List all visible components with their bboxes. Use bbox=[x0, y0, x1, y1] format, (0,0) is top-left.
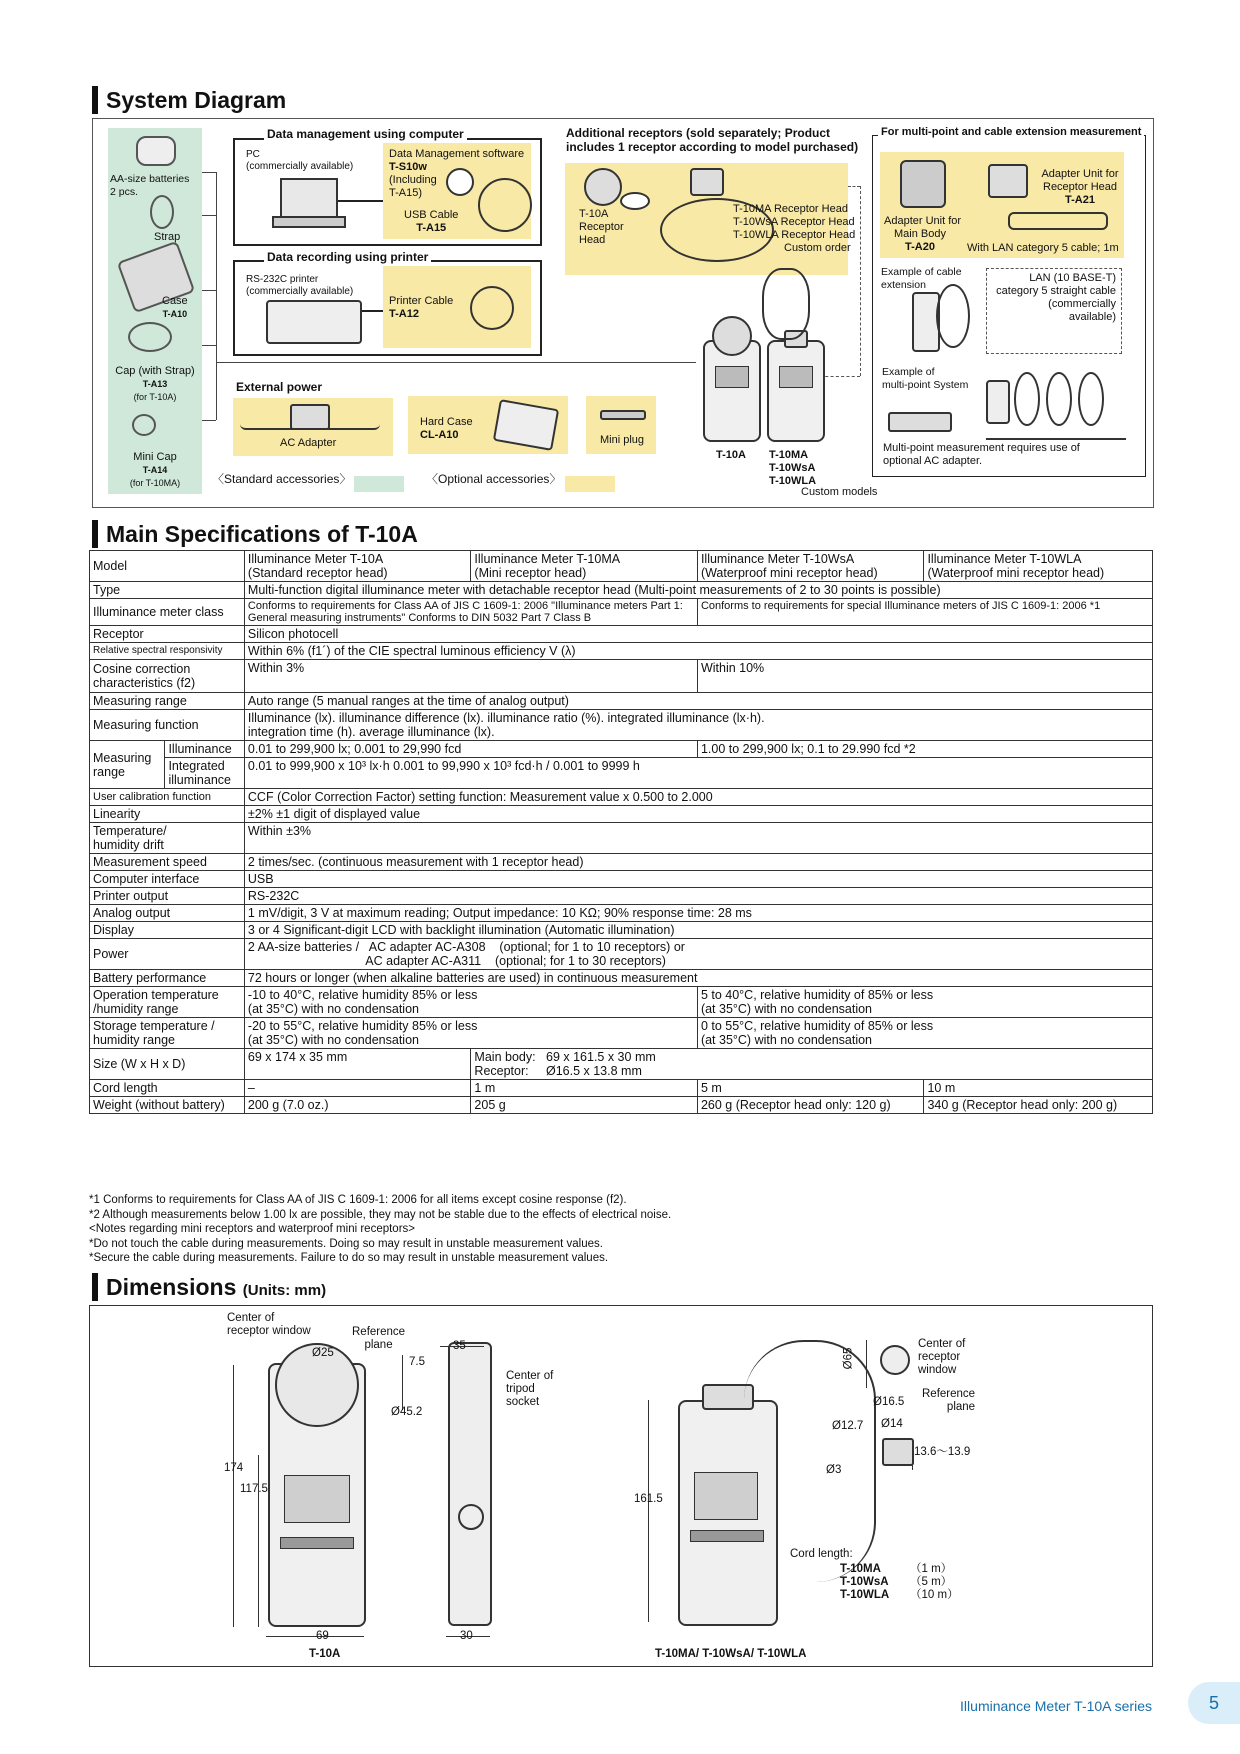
system-diagram-title: System Diagram bbox=[92, 86, 286, 114]
row-value: -10 to 40°C, relative humidity 85% or less (at 35°C) with no condensation bbox=[244, 987, 697, 1018]
specifications-title: Main Specifications of T-10A bbox=[92, 520, 418, 548]
row-label: User calibration function bbox=[90, 789, 245, 806]
row-label: Power bbox=[90, 939, 245, 970]
note-line: <Notes regarding mini receptors and waterproof mini receptors> bbox=[89, 1223, 415, 1235]
table-row bbox=[90, 710, 1153, 741]
row-label: Measuring range bbox=[90, 693, 245, 710]
row-value: 200 g (7.0 oz.) bbox=[244, 1097, 471, 1114]
printer-cable-icon bbox=[470, 286, 514, 330]
row-label: Cosine correction characteristics (f2) bbox=[90, 660, 245, 693]
mini-cap-label: Mini Cap T-A14 (for T-10MA) bbox=[129, 451, 181, 488]
row-label: Receptor bbox=[90, 626, 245, 643]
strap-label: Strap bbox=[154, 231, 181, 243]
adapter-body-icon bbox=[900, 160, 946, 208]
printer-label: RS-232C printer (commercially available) bbox=[246, 274, 354, 297]
table-row bbox=[90, 854, 1153, 871]
row-value: Within 10% bbox=[697, 660, 1152, 693]
table-row bbox=[90, 905, 1153, 922]
table-row bbox=[90, 741, 1153, 758]
row-label: Size (W x H x D) bbox=[90, 1049, 245, 1080]
table-row bbox=[90, 599, 1153, 626]
connector-line bbox=[202, 345, 216, 346]
strap-icon bbox=[150, 195, 174, 229]
table-row bbox=[90, 582, 1153, 599]
row-value: Auto range (5 manual ranges at the time of analog output) bbox=[244, 693, 1152, 710]
row-label: Measuring range bbox=[90, 741, 165, 789]
legend-optional-swatch bbox=[565, 476, 615, 492]
table-row bbox=[90, 806, 1153, 823]
dimension-line bbox=[912, 1448, 913, 1470]
specifications-table bbox=[89, 550, 1153, 1114]
row-value: 205 g bbox=[471, 1097, 698, 1114]
row-label: Temperature/ humidity drift bbox=[90, 823, 245, 854]
dashed-connector bbox=[860, 186, 861, 376]
row-value: ±2% ±1 digit of displayed value bbox=[244, 806, 1152, 823]
connector-line bbox=[202, 420, 216, 421]
table-row bbox=[90, 660, 1153, 693]
row-value: 69 x 174 x 35 mm bbox=[244, 1049, 471, 1080]
reference-plane-label: Reference plane bbox=[352, 1326, 406, 1351]
dashed-connector bbox=[216, 362, 696, 363]
row-value: -20 to 55°C, relative humidity 85% or less (at 35°C) with no condensation bbox=[244, 1018, 697, 1049]
row-label: Measuring function bbox=[90, 710, 245, 741]
row-value: 10 m bbox=[924, 1080, 1153, 1097]
software-note: (Including T-A15) bbox=[389, 174, 437, 199]
row-label: Computer interface bbox=[90, 871, 245, 888]
dim-35: 35 bbox=[453, 1340, 466, 1352]
row-value: 260 g (Receptor head only: 120 g) bbox=[697, 1097, 924, 1114]
right-center-window-label: Center of receptor window bbox=[918, 1338, 966, 1376]
t10a-front-drawing bbox=[268, 1363, 366, 1627]
table-row bbox=[90, 1018, 1153, 1049]
dimension-line bbox=[866, 1340, 867, 1388]
row-value: Within ±3% bbox=[244, 823, 1152, 854]
row-label: Linearity bbox=[90, 806, 245, 823]
row-value: 5 m bbox=[697, 1080, 924, 1097]
lan-note-label: With LAN category 5 cable; 1m bbox=[967, 242, 1119, 254]
row-label: Relative spectral responsivity bbox=[90, 643, 245, 660]
row-value: 0 to 55°C, relative humidity of 85% or less (at 35°C) with no condensation bbox=[697, 1018, 1152, 1049]
arrow-line bbox=[338, 200, 383, 202]
model-cell: Illuminance Meter T-10A (Standard receptor head) bbox=[244, 551, 471, 582]
hard-case-label: Hard Case CL-A10 bbox=[420, 416, 473, 441]
battery-icon bbox=[136, 136, 176, 166]
row-value: Illuminance (lx). illuminance difference (lx). illuminance ratio (%). integrated illuminance (lx·h). integration time (h). average illuminance (lx). bbox=[244, 710, 1152, 741]
row-value: Within 6% (f1´) of the CIE spectral luminous efficiency V (λ) bbox=[244, 643, 1152, 660]
multipoint-adapter-icon bbox=[888, 412, 952, 432]
mini-plug-label: Mini plug bbox=[600, 434, 645, 446]
table-row bbox=[90, 758, 1153, 789]
row-value: Within 3% bbox=[244, 660, 697, 693]
row-value: – bbox=[244, 1080, 471, 1097]
note-line: *Do not touch the cable during measurements. Doing so may result in unstable measurement values. bbox=[89, 1237, 603, 1250]
dim-138: 13.6〜13.9 bbox=[914, 1446, 971, 1458]
row-value: Multi-function digital illuminance meter with detachable receptor head (Multi-point measurements of 2 to 30 points is possible) bbox=[244, 582, 1152, 599]
device-cable bbox=[762, 268, 810, 340]
dim-75: 7.5 bbox=[409, 1356, 425, 1368]
row-label: Weight (without battery) bbox=[90, 1097, 245, 1114]
table-row bbox=[90, 970, 1153, 987]
row-value: Main body: 69 x 161.5 x 30 mm Receptor: Ø16.5 x 13.8 mm bbox=[471, 1049, 1153, 1080]
dim-d165: Ø16.5 bbox=[873, 1396, 905, 1408]
custom-models-label: Custom models bbox=[801, 486, 878, 498]
row-label: Storage temperature / humidity range bbox=[90, 1018, 245, 1049]
ac-cable-icon bbox=[240, 418, 380, 430]
data-recording-title: Data recording using printer bbox=[264, 250, 431, 264]
center-window-label: Center of receptor window bbox=[227, 1312, 311, 1337]
row-value: 2 times/sec. (continuous measurement with 1 receptor head) bbox=[244, 854, 1152, 871]
row-label: Model bbox=[90, 551, 245, 582]
table-row bbox=[90, 1080, 1153, 1097]
row-sublabel: Illuminance bbox=[165, 741, 244, 758]
row-label: Analog output bbox=[90, 905, 245, 922]
software-model: T-S10w bbox=[389, 161, 427, 173]
tripod-socket-label: Center of tripod socket bbox=[506, 1370, 554, 1408]
lan-cable-label: LAN (10 BASE-T) category 5 straight cable (commercially available) bbox=[996, 272, 1116, 323]
t10ma-cable-drawing bbox=[744, 1340, 876, 1582]
row-value: 3 or 4 Significant-digit LCD with backlight illumination (Automatic illumination) bbox=[244, 922, 1152, 939]
dashed-connector bbox=[820, 376, 860, 377]
row-value: 1.00 to 299,900 lx; 0.1 to 29.990 fcd *2 bbox=[697, 741, 1152, 758]
usb-cable-icon bbox=[478, 178, 532, 232]
table-row bbox=[90, 693, 1153, 710]
row-value: RS-232C bbox=[244, 888, 1152, 905]
lan-cable-icon bbox=[1008, 212, 1108, 230]
row-label: Type bbox=[90, 582, 245, 599]
receptor-cap-icon bbox=[620, 192, 650, 210]
legend-optional-label: 〈Optional accessories〉 bbox=[426, 472, 562, 486]
dim-d14: Ø14 bbox=[881, 1418, 903, 1430]
row-value: 0.01 to 999,900 x 10³ lx·h 0.001 to 99,990 x 10³ fcd·h / 0.001 to 9999 h bbox=[244, 758, 1152, 789]
table-row bbox=[90, 789, 1153, 806]
software-label: Data Management software bbox=[389, 148, 525, 160]
dimension-line bbox=[233, 1365, 234, 1627]
cable-extension-label: Example of cable extension bbox=[881, 266, 962, 291]
printer-icon bbox=[266, 300, 362, 344]
table-row bbox=[90, 823, 1153, 854]
row-value: 1 m bbox=[471, 1080, 698, 1097]
table-row bbox=[90, 987, 1153, 1018]
cap-icon bbox=[128, 322, 172, 352]
multipoint-devices-icon bbox=[986, 372, 1126, 440]
dashed-connector bbox=[848, 186, 860, 187]
dim-d3: Ø3 bbox=[826, 1464, 842, 1476]
mini-cap-icon bbox=[132, 414, 156, 436]
spec-notes bbox=[89, 1193, 671, 1266]
dimension-line bbox=[266, 1636, 364, 1637]
dim-d127: Ø12.7 bbox=[832, 1420, 864, 1432]
dim-d65: Ø65 bbox=[842, 1347, 855, 1370]
receptor-head-models: T-10MA Receptor Head T-10WsA Receptor Head T-10WLA Receptor Head bbox=[733, 203, 856, 241]
multipoint-example-label: Example of multi-point System bbox=[882, 366, 969, 391]
table-row bbox=[90, 939, 1153, 970]
cord-length-label: Cord length: bbox=[790, 1548, 853, 1560]
model-cell: Illuminance Meter T-10WLA (Waterproof mini receptor head) bbox=[924, 551, 1153, 582]
ac-adapter-label: AC Adapter bbox=[280, 437, 337, 449]
dimensions-title: Dimensions (Units: mm) bbox=[92, 1273, 326, 1301]
custom-order-label: Custom order bbox=[784, 242, 851, 254]
pc-label: PC (commercially available) bbox=[246, 149, 354, 172]
cap-label: Cap (with Strap) T-A13 (for T-10A) bbox=[115, 365, 195, 402]
table-row bbox=[90, 1097, 1153, 1114]
dimension-line bbox=[648, 1400, 649, 1622]
case-label: Case T-A10 bbox=[162, 295, 188, 319]
model-cell: Illuminance Meter T-10WsA (Waterproof mini receptor head) bbox=[697, 551, 924, 582]
usb-cable-label: USB Cable T-A15 bbox=[404, 209, 459, 234]
dim-69: 69 bbox=[316, 1630, 329, 1642]
t10ma-receptor-top-drawing bbox=[880, 1345, 910, 1375]
table-row bbox=[90, 551, 1153, 582]
dim-d25: Ø25 bbox=[312, 1347, 334, 1359]
t10a-caption: T-10A bbox=[716, 449, 746, 461]
mini-plug-icon bbox=[600, 410, 646, 420]
dim-1175: 117.5 bbox=[240, 1483, 268, 1495]
t10a-side-drawing bbox=[448, 1342, 492, 1626]
additional-receptors-title: Additional receptors (sold separately; Product includes 1 receptor according to model purchased) bbox=[566, 126, 859, 154]
external-power-title: External power bbox=[236, 380, 323, 394]
row-value: 5 to 40°C, relative humidity of 85% or less (at 35°C) with no condensation bbox=[697, 987, 1152, 1018]
note-line: *1 Conforms to requirements for Class AA of JIS C 1609-1: 2006 for all items except cosine response (f2). bbox=[89, 1194, 627, 1206]
receptor-head-icon bbox=[584, 168, 622, 206]
row-label: Operation temperature /humidity range bbox=[90, 987, 245, 1018]
row-value: 1 mV/digit, 3 V at maximum reading; Output impedance: 10 KΩ; 90% response time: 28 ms bbox=[244, 905, 1152, 922]
receptor-head-label: T-10A Receptor Head bbox=[579, 208, 624, 246]
connector-line bbox=[202, 290, 216, 291]
row-value: Silicon photocell bbox=[244, 626, 1152, 643]
row-label: Measurement speed bbox=[90, 854, 245, 871]
right-reference-plane-label: Reference plane bbox=[922, 1388, 976, 1413]
t10ma-caption: T-10MA T-10WsA T-10WLA bbox=[769, 449, 817, 487]
row-value: Conforms to requirements for Class AA of JIS C 1609-1: 2006 "Illuminance meters Part 1: General measuring instruments" Conforms to DIN 5032 Part 7 Class B bbox=[244, 599, 697, 626]
dimension-line bbox=[402, 1355, 403, 1410]
row-value: 72 hours or longer (when alkaline batteries are used) in continuous measurement bbox=[244, 970, 1152, 987]
adapter-head-label: Adapter Unit for Receptor Head T-A21 bbox=[1041, 168, 1119, 206]
table-row bbox=[90, 888, 1153, 905]
dim-d452: Ø45.2 bbox=[391, 1406, 423, 1418]
t10a-dim-caption: T-10A bbox=[309, 1648, 341, 1660]
row-value: Conforms to requirements for special Illuminance meters of JIS C 1609-1: 2006 *1 bbox=[697, 599, 1152, 626]
connector-line bbox=[216, 172, 217, 420]
row-sublabel: Integrated illuminance bbox=[165, 758, 244, 789]
table-row bbox=[90, 871, 1153, 888]
multipoint-ac-note: Multi-point measurement requires use of optional AC adapter. bbox=[883, 442, 1080, 467]
batteries-label: AA-size batteries 2 pcs. bbox=[110, 173, 190, 198]
row-value: CCF (Color Correction Factor) setting function: Measurement value x 0.500 to 2.000 bbox=[244, 789, 1152, 806]
legend-standard-swatch bbox=[354, 476, 404, 492]
dimension-line bbox=[258, 1455, 259, 1627]
arrow-line bbox=[362, 310, 383, 312]
laptop-icon bbox=[280, 178, 338, 218]
data-management-title: Data management using computer bbox=[264, 127, 467, 141]
laptop-base bbox=[272, 216, 346, 228]
row-label: Display bbox=[90, 922, 245, 939]
dim-1615: 161.5 bbox=[634, 1493, 663, 1505]
cd-icon bbox=[446, 168, 474, 196]
connector-line bbox=[202, 172, 216, 173]
row-label: Cord length bbox=[90, 1080, 245, 1097]
t10ma-dim-caption: T-10MA/ T-10WsA/ T-10WLA bbox=[655, 1648, 807, 1660]
model-cell: Illuminance Meter T-10MA (Mini receptor head) bbox=[471, 551, 698, 582]
legend-standard-label: 〈Standard accessories〉 bbox=[212, 472, 352, 486]
row-value: USB bbox=[244, 871, 1152, 888]
adapter-body-label: Adapter Unit for Main Body T-A20 bbox=[884, 215, 962, 253]
row-value: 0.01 to 299,900 lx; 0.001 to 29,990 fcd bbox=[244, 741, 697, 758]
table-row bbox=[90, 626, 1153, 643]
dim-30: 30 bbox=[460, 1630, 473, 1642]
page-number: 5 bbox=[1188, 1682, 1240, 1724]
adapter-head-icon bbox=[988, 164, 1028, 198]
table-row bbox=[90, 1049, 1153, 1080]
multipoint-title: For multi-point and cable extension measurement bbox=[878, 126, 1144, 138]
row-value: 2 AA-size batteries / AC adapter AC-A308 (optional; for 1 to 10 receptors) or AC adapter AC-A311 (optional; for 1 to 30 receptors) bbox=[244, 939, 1152, 970]
dim-174: 174 bbox=[224, 1462, 244, 1474]
note-line: *Secure the cable during measurements. Failure to do so may result in unstable measurement values. bbox=[89, 1252, 609, 1264]
t10a-device-image bbox=[703, 340, 761, 442]
t10ma-receptor-side-drawing bbox=[882, 1438, 914, 1466]
extension-cable-icon bbox=[936, 284, 970, 348]
row-label: Illuminance meter class bbox=[90, 599, 245, 626]
row-label: Printer output bbox=[90, 888, 245, 905]
row-value: 340 g (Receptor head only: 200 g) bbox=[924, 1097, 1153, 1114]
mini-receptor-icon bbox=[690, 168, 724, 196]
note-line: *2 Although measurements below 1.00 lx are possible, they may not be stable due to the effects of electrical noise. bbox=[89, 1208, 672, 1221]
printer-cable-label: Printer Cable T-A12 bbox=[389, 295, 454, 320]
connector-line bbox=[202, 215, 216, 216]
table-row bbox=[90, 922, 1153, 939]
t10ma-device-image bbox=[767, 340, 825, 442]
dimensions-units: (Units: mm) bbox=[242, 1282, 327, 1299]
cord-length-list: T-10MA （1 m） T-10WsA （5 m） T-10WLA （10 m） bbox=[840, 1563, 959, 1601]
table-row bbox=[90, 643, 1153, 660]
footer-series: Illuminance Meter T-10A series bbox=[960, 1698, 1152, 1714]
row-label: Battery performance bbox=[90, 970, 245, 987]
